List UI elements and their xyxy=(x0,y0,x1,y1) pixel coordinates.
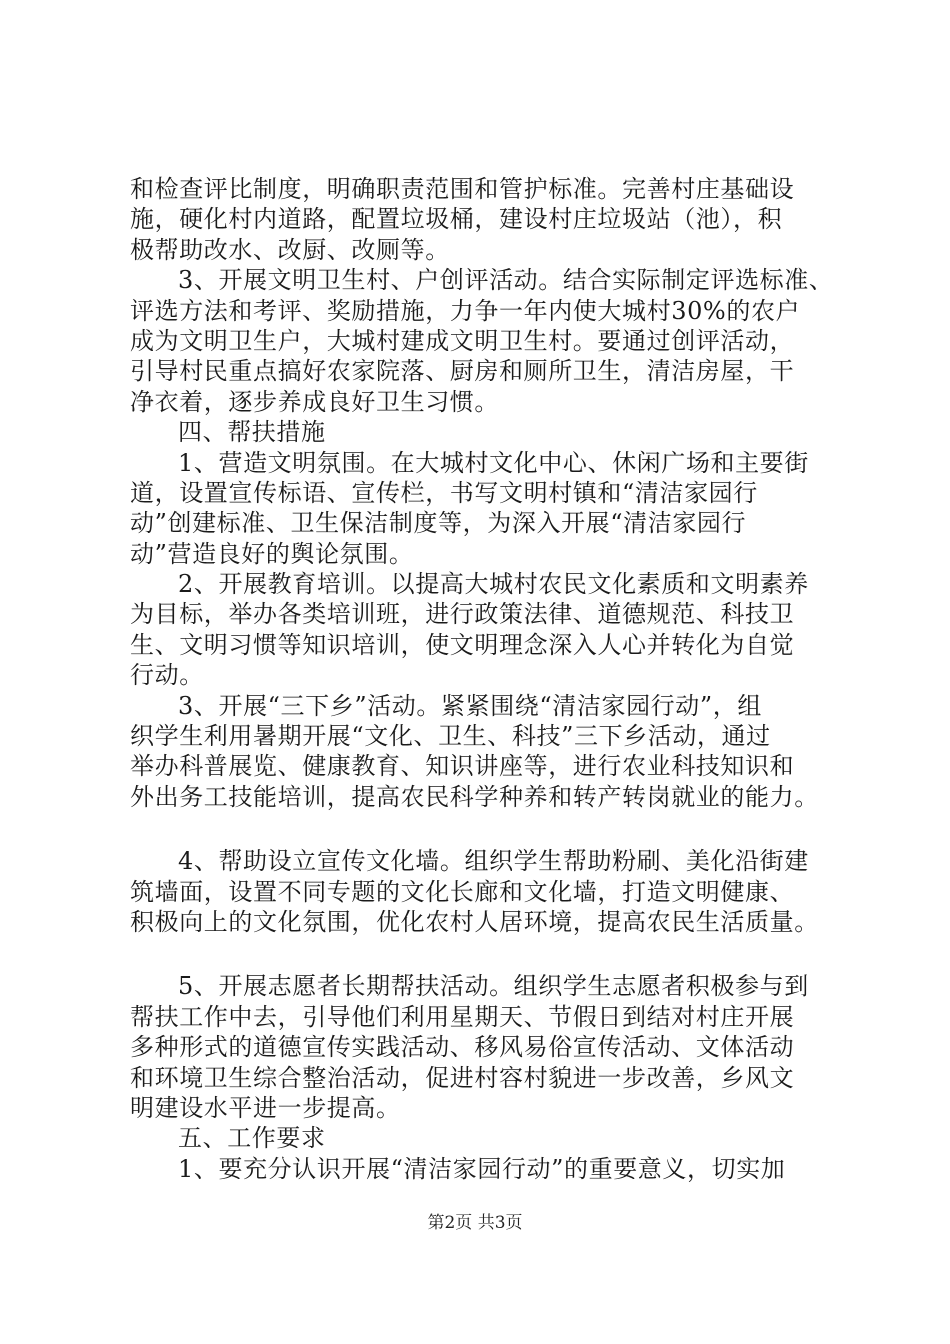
text-line: 动”创建标准、卫生保洁制度等，为深入开展“清洁家园行 xyxy=(130,509,747,538)
text-line: 行动。 xyxy=(130,661,204,690)
text-line: 多种形式的道德宣传实践活动、移风易俗宣传活动、文体活动 xyxy=(130,1033,795,1062)
paragraph-start: 1、营造文明氛围。在大城村文化中心、休闲广场和主要街 xyxy=(178,448,809,477)
paragraph-start: 2、开展教育培训。以提高大城村农民文化素质和文明素养 xyxy=(178,570,809,599)
text-line: 成为文明卫生户，大城村建成文明卫生村。要通过创评活动， xyxy=(130,326,795,355)
text-line: 道，设置宣传标语、宣传栏，书写文明村镇和“清洁家园行 xyxy=(130,478,758,507)
paragraph-start: 3、开展“三下乡”活动。紧紧围绕“清洁家园行动”，组 xyxy=(178,691,762,720)
text-line: 净衣着，逐步养成良好卫生习惯。 xyxy=(130,387,499,416)
section-heading: 四、帮扶措施 xyxy=(178,418,326,447)
text-line: 为目标，举办各类培训班，进行政策法律、道德规范、科技卫 xyxy=(130,600,795,629)
page-number: 第2页 共3页 xyxy=(427,1213,523,1233)
text-line: 外出务工技能培训，提高农民科学种养和转产转岗就业的能力。 xyxy=(130,782,819,811)
paragraph-gap xyxy=(130,812,850,846)
paragraph-start: 3、开展文明卫生村、户创评活动。结合实际制定评选标准、 xyxy=(178,266,834,295)
text-line: 和环境卫生综合整治活动，促进村容村貌进一步改善，乡风文 xyxy=(130,1063,795,1092)
text-line: 极帮助改水、改厨、改厕等。 xyxy=(130,235,450,264)
document-body xyxy=(130,174,850,1184)
text-line: 和检查评比制度，明确职责范围和管护标准。完善村庄基础设 xyxy=(130,175,795,203)
paragraph-start: 5、开展志愿者长期帮扶活动。组织学生志愿者积极参与到 xyxy=(178,972,809,1001)
text-line: 施，硬化村内道路，配置垃圾桶，建设村庄垃圾站（池），积 xyxy=(130,205,783,234)
text-line: 筑墙面，设置不同专题的文化长廊和文化墙，打造文明健康、 xyxy=(130,877,795,906)
text-line: 举办科普展览、健康教育、知识讲座等，进行农业科技知识和 xyxy=(130,752,795,781)
paragraph-start: 4、帮助设立宣传文化墙。组织学生帮助粉刷、美化沿街建 xyxy=(178,847,809,876)
text-line: 动”营造良好的舆论氛围。 xyxy=(130,539,414,568)
text-line: 织学生利用暑期开展“文化、卫生、科技”三下乡活动，通过 xyxy=(130,722,771,751)
section-heading: 五、工作要求 xyxy=(178,1124,326,1153)
text-line: 生、文明习惯等知识培训，使文明理念深入人心并转化为自觉 xyxy=(130,630,795,659)
paragraph-start: 1、要充分认识开展“清洁家园行动”的重要意义，切实加 xyxy=(178,1154,786,1183)
text-line: 明建设水平进一步提高。 xyxy=(130,1093,401,1122)
text-line: 评选方法和考评、奖励措施，力争一年内使大城村30%的农户 xyxy=(130,296,801,325)
paragraph-gap xyxy=(130,937,850,971)
text-line: 帮扶工作中去，引导他们利用星期天、节假日到结对村庄开展 xyxy=(130,1002,795,1031)
text-line: 积极向上的文化氛围，优化农村人居环境，提高农民生活质量。 xyxy=(130,907,819,936)
text-line: 引导村民重点搞好农家院落、厨房和厕所卫生，清洁房屋，干 xyxy=(130,357,795,386)
